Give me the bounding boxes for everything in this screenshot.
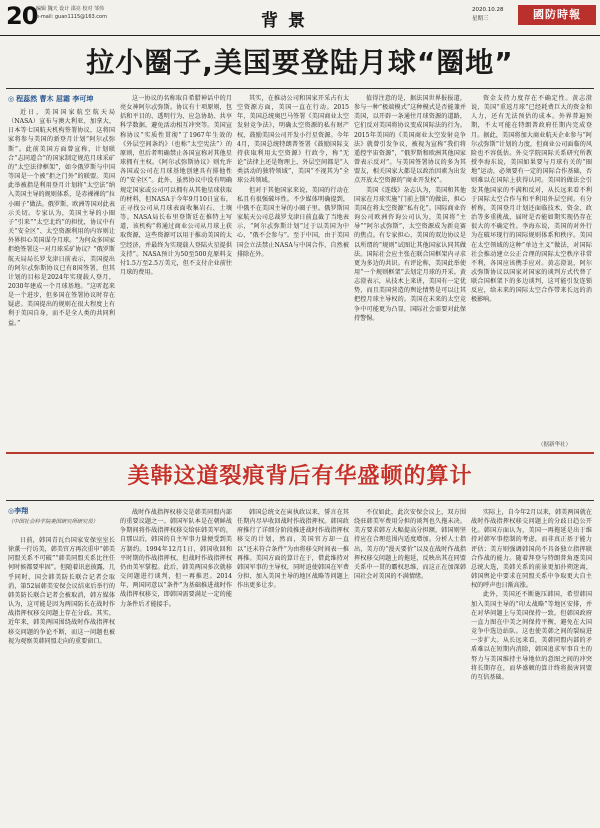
headline2-rule [6, 500, 594, 501]
article1-paragraph-6: 美国《连线》杂志认为，美国和其他国家在月球实施“门前上锁”的做法，担心美国在将太空资源“私有化”。国际商业咨询公司欧洲咨询公司认为，美国将“主导”“阿尔忒弥斯”，太空资源成为新竞赛的焦点。有专家担心，美国的双边协议是以所谓的“规则”试图让其他国家认同其做法。国际社会应主张在联合国框架内寻求更为多边的共识。有评论称，美国此举使用“一个规则框架”去划定月球的开采。黄志澄表示，从技术上来讲，美国有一定优势，而且美国营造的舆论情势是可以让其把控月球主导权的。美国在未来的太空竞争中可能更为凸显，国际社会需要对此保持警惕。 [354, 186, 466, 322]
article1-paragraph-5: 值得注意的是，据法国世界报报道，参与一种“极端模式”这种模式是否能兼并美国，以开辟一条通往月球资源的道路，它们反对美国将协议变成国际法的行为。2015年美国的《美国商业太空发射竞争法》就曾引发争议，被视为宣称“我们将遥控宇宙资源”，“俄罗斯和欧洲其他国家曾表示反对”。与美国签署协议的多为其盟友，相关国家大都是以政治因素为出发点开放太空资源的“商业开发权”。 [354, 95, 466, 185]
article2-column-3 [237, 508, 349, 824]
article1-column-5 [471, 94, 592, 438]
article2-paragraph-4: 不仅如此，此次安保会议上，双方围绕驻韩美军费用分担的谈判也久拖未决。美方要求韩方大幅提高分担额，韩国则坚持应在合理范围内适度增加。分析人士指出，美方的“漫天要价”以及在战时作战指挥权移交问题上的拖延，反映出其在同盟关系中一贯的霸权思维，而这正在加深韩国社会对美国的不满情绪。 [354, 509, 466, 581]
article2-paragraph-2: 战时作战指挥权移交是韩美同盟内部的重要议题之一。韩国军队本是在朝鲜战争期间将作战指挥权移交给驻韩美军的，自那以后，韩国的自主军事力量便受到美方制约。1994年12月1日，韩国收回和平时期的作战指挥权，但战时作战指挥权仍由美军掌握。此后，韩美两国多次就移交问题进行谈判，但一再推迟。2014年，两国同意以“条件”为基础推进战时作战指挥权移交，即韩国需要满足一定的能力条件后才能接手。 [120, 509, 232, 608]
article1-column-2 [120, 94, 232, 446]
byline-marker-icon: ◎ [8, 95, 15, 103]
article1-source: （据新华社） [538, 442, 572, 448]
article2-author: 李翔 [14, 507, 29, 515]
article2-paragraph-1: 日前，韩国青瓦台国家安保室室长徐薰一行访美，韩美官方再次重申“韩美同盟关系不可破”“韩美同盟关系比往任何时候都要牢固”。但随着讯息披露，几乎同时，国会韩美防长联合记者会取消，第52届韩美安保会议结束后举行的韩美防长联合记者会被取消，韩方媒体认为，这可能是因为两国防长在战时作战指挥权移交问题上存在分歧。其实，近年来，韩美两国围绕战时作战指挥权移交问题的争论不断，而这一问题也被视为观察美韩同盟走向的重要窗口。 [8, 537, 115, 645]
article1-column-1 [8, 108, 115, 446]
article2-paragraph-3: 韩国总统文在寅执政以来，誓言在其任期内尽早收回战时作战指挥权。韩国政府推行了详细分阶段推进战时作战指挥权移交的计划，然而，美国官方却一直以“还未符合条件”为由将移交时间表一推再推。美国方面的算计在于，借此维持对韩国军事的主导权，同时迫使韩国在军费分担、加入美国主导的地区战略等问题上作出更多让步。 [237, 509, 349, 590]
article2-column-2 [120, 508, 232, 824]
byline-marker-icon: ◎ [8, 507, 15, 515]
article1-paragraph-4: 但对于其他国家来说，美国的行动在私且有很强破坏性。不少媒体明确提到，中俄不在美国主导的小圈子里。俄罗斯国家航天公司总裁罗戈津日前直截了当地表示，“阿尔忒弥斯计划”过于以美国为中心，“俄不会参与”。至于中国，由于美国国会立法禁止NASA与中国合作，自然被排除在外。 [237, 186, 349, 258]
headline1-rule [6, 88, 594, 89]
article2-headline: 美韩这道裂痕背后有华盛顿的算计 [127, 464, 473, 489]
weekday-text: 星期三 [472, 16, 489, 22]
article2-paragraph-5: 实际上，自今年2月以来，韩美两国就在战时作战指挥权移交问题上的分歧日趋公开化。韩国方面认为，美国一再拖延是出于维持对韩军事控制的考虑，而非真正基于能力评估；美方则强调韩国尚不具备独立指挥联合作战的能力。随着拜登与特朗普角逐美国总统大选，美韩关系的前景更加扑朔迷离，韩国舆论中要求在同盟关系中争取更大自主权的呼声也日渐高涨。 [471, 509, 592, 590]
article1-byline [8, 94, 114, 104]
article1-paragraph-3: 其实，在推动公司和国家开采占有太空资源方面，美国一直在行动。2015年，美国总统奥巴马签署《美国商业太空发射竞争法》，明确太空资源的私有财产权，鼓励美国公司开发小行星资源。今年4月，美国总统特朗普签署《鼓励国际支持获取利用太空资源》行政令，称“无论”法律上还是物理上，外层空间都是“人类活动的独特领域”，美国“不视其为”全球公共领域。 [237, 95, 349, 185]
article1-paragraph-1: 近日，美国国家航空航天局（NASA）宣布与澳大利亚、加拿大、日本等七国航天机构签署协议，这将国家将参与美国的新登月计划“阿尔忒弥斯”。此前美国方面曾宣称，计划联合“志同道合”的国家制定规范月球采矿的“太空法律框架”，如今俄罗斯与中国等国是一个被“拒之门外”的联盟。美国此举被指是利用登月计划将“太空法”纳入美国主导的规则体系，是赤裸裸的“拉小圈子”做法。俄罗斯、欧洲等国对此表示关切。专家认为，美国主导的小圈子“引来”“太空北约”的担忧，协议中有关“安全区”、太空资源利用的内容则让外界担心美国谋夺月球。“为何众多国家拒绝签署这一对月球采矿协议？”俄罗斯航天局局长罗戈津日前表示，美国提出的阿尔忒弥斯协议已有8国签署，但其计划的目标是2024年实现载人登月，2030年建成一个月球基地。“这听起来是一个进步，但多国在签署协议时存在疑虑。美国提出的规则在很大程度上有利于美国自身，而不是全人类的共同利益。” [8, 109, 115, 327]
article2-column-4 [354, 508, 466, 824]
article1-headline: 拉小圈子,美国要登陆月球“圈地” [86, 46, 514, 79]
section-divider [6, 452, 594, 454]
editor-credits: 编辑 魏天 设计 邵亮 校对 邹伟 [36, 6, 104, 12]
article1-column-4 [354, 94, 466, 446]
article1-column-3 [237, 94, 349, 446]
article2-column-1 [8, 536, 115, 824]
masthead [0, 0, 600, 36]
issue-date [472, 6, 504, 24]
article2-column-5 [471, 508, 592, 824]
article2-affiliation: （中国社会科学院美国研究所研究员） [8, 519, 99, 525]
article2-byline [8, 506, 112, 516]
date-text: 2020.10.28 [472, 7, 504, 13]
article1-authors: 程蕊然 曹木 屈霜 李可坤 [16, 95, 94, 103]
newspaper-logo: 國防時報 [518, 5, 596, 25]
editor-email: e-mail: guan1115@163.com [36, 14, 107, 20]
page-number: 20 [6, 2, 38, 30]
article1-paragraph-7: 资金支持力度存在不确定性。黄志澄说，美国“重返月球”已经耗费巨大的资金和人力，还有无法预估的成本。外界普遍预期，不太可能在特朗普政府任期内完成登月。据此，美国将加大商业航天企业参与“阿尔忒弥斯”计划的力度，但商业公司面临的风险也不容低估。外交学院国际关系研究所教授李海东说，美国如果要与月球有关的“圈地”运动，必须要有一定的国际合作基础，否则难以在国际上获得认同。美国的做法会引发其他国家的不满和反对，从长远来看不利于国际太空合作与和平利用外层空间。有分析称，美国登月计划还面临技术、资金、政治等多重挑战，届时是否能如期实现仍存在很大的不确定性。李海东说，美国的对外行为在破坏现行的国际规则体系和秩序。美国在太空领域的这种“单边主义”做法，对国际社会推动建立公正合理的国际太空秩序非常不利，各国应该携手应对。黄志澄说，阿尔忒弥斯协议以国家对国家的谈判方式代替了联合国框架下的多边谈判，这可能引发连锁反应，给未来的国际太空合作带来长远的消极影响。 [471, 95, 592, 304]
section-title: 背景 [261, 11, 315, 31]
article1-paragraph-2: 这一协议的名称取自希腊神话中的月亮女神阿尔忒弥斯。协议有十项原则，包括和平目的、透明行为、应急协助、共享科学数据、避免活动相互冲突等。美国宣称协议“实质性贯彻”了1967年生效的《外层空间条约》（也称“太空宪法”）的原则，但后者明确禁止各国宣称对其他星球拥有主权。《阿尔忒弥斯协议》则允许各国或公司在月球基地创建具有排他性的“安全区”。此外，虽然协议中没有明确规定国家或公司可以拥有从其他星球获取的材料，但NASA于今年9月10日宣布，正寻找公司从月球表面收集岩石、土壤等。NASA局长布里登斯廷在推特上写道，该机构“将通过商业公司从月球上获取资源，这些资源可以用于推动美国的太空经济，并最终为实现载人登陆火星提供支持”。NASA预计为50至500克原料支付1.5万至2.5万美元，但不支付企业前往月球的费用。 [120, 95, 232, 276]
article2-paragraph-6: 此外，美国还不断施压韩国，希望韩国加入美国主导的“印太战略”等地区安排，并在对华问题上与美国保持一致。但韩国政府一直力图在中美之间保持平衡，避免在大国竞争中选边站队。这也使美韩之间的裂痕进一步扩大。从长远来看，美韩同盟内部的矛盾难以在短期内消除，韩国追求军事自主的努力与美国维持主导地位的意图之间的冲突将长期存在，而华盛顿的算计终将损害同盟的互信基础。 [471, 591, 592, 681]
editor-info [36, 5, 107, 21]
